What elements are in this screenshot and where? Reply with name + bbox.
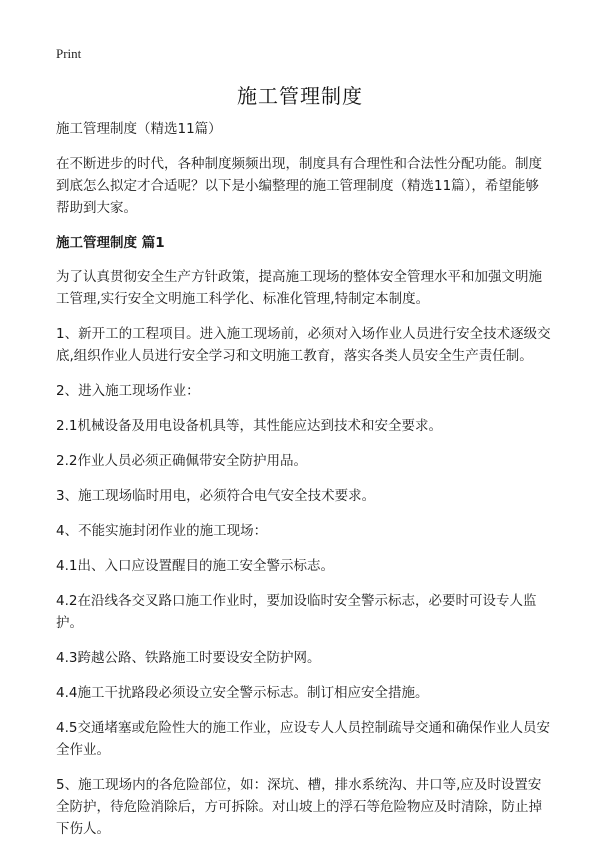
body-paragraph: 1、新开工的工程项目。进入施工现场前，必须对入场作业人员进行安全技术逐级交底,组织作业人员进行安全学习和文明施工教育，落实各类人员安全生产责任制。	[56, 326, 551, 364]
body-paragraph: 2.2作业人员必须正确佩带安全防护用品。	[56, 453, 307, 469]
body-paragraph: 为了认真贯彻安全生产方针政策，提高施工现场的整体安全管理水平和加强文明施工管理,实行安全文明施工科学化、标准化管理,特制定本制度。	[56, 269, 542, 307]
body-paragraph: 4.4施工干扰路段必须设立安全警示标志。制订相应安全措施。	[56, 685, 429, 701]
body-paragraph: 4.3跨越公路、铁路施工时要设安全防护网。	[56, 650, 321, 666]
body-paragraph: 2.1机械设备及用电设备机具等，其性能应达到技术和安全要求。	[56, 418, 442, 434]
section-heading: 施工管理制度 篇1	[56, 235, 165, 251]
body-paragraph: 3、施工现场临时用电，必须符合电气安全技术要求。	[56, 488, 376, 504]
print-link[interactable]: Print	[56, 46, 82, 61]
body-paragraph: 4、不能实施封闭作业的施工现场：	[56, 523, 268, 539]
document-subtitle: 施工管理制度（精选11篇）	[56, 121, 222, 137]
body-paragraph: 4.2在沿线各交叉路口施工作业时，要加设临时安全警示标志，必要时可设专人监护。	[56, 593, 537, 631]
body-paragraph: 5、施工现场内的各危险部位，如：深坑、槽，排水系统沟、井口等,应及时设置安全防护，待危险消除后，方可拆除。对山坡上的浮石等危险物应及时清除，防止掉下伤人。	[56, 777, 542, 837]
body-paragraph: 4.1出、入口应设置醒目的施工安全警示标志。	[56, 558, 334, 574]
body-paragraph: 2、进入施工现场作业：	[56, 383, 200, 399]
page-title: 施工管理制度	[237, 84, 363, 108]
document-body	[56, 118, 552, 853]
body-paragraph: 4.5交通堵塞或危险性大的施工作业，应设专人人员控制疏导交通和确保作业人员安全作业。	[56, 720, 550, 758]
intro-paragraph: 在不断进步的时代，各种制度频频出现，制度具有合理性和合法性分配功能。制度到底怎么拟定才合适呢？以下是小编整理的施工管理制度（精选11篇），希望能够帮助到大家。	[56, 156, 542, 216]
